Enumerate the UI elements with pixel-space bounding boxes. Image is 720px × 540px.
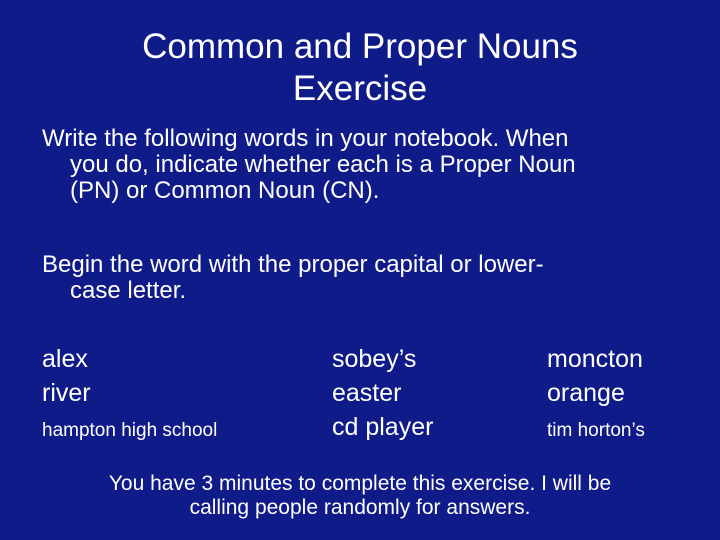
instruction-line: Write the following words in your notebook. When	[42, 125, 569, 152]
footer-note	[20, 472, 700, 520]
word-item: alex	[42, 345, 88, 373]
instruction-paragraph-2	[42, 252, 544, 304]
footer-line: calling people randomly for answers.	[189, 496, 531, 519]
instruction-paragraph-1	[42, 126, 576, 204]
title-line-1: Common and Proper Nouns	[142, 27, 578, 66]
word-list	[0, 342, 720, 442]
word-item: easter	[332, 379, 402, 407]
word-column-2	[332, 342, 433, 444]
word-column-1	[42, 342, 217, 444]
instruction-line: Begin the word with the proper capital or lower-	[42, 251, 544, 278]
instruction-line: (PN) or Common Noun (CN).	[70, 177, 380, 204]
slide-title	[20, 26, 700, 110]
title-line-2: Exercise	[292, 69, 428, 108]
instruction-line: case letter.	[70, 277, 187, 304]
word-item: sobey’s	[332, 345, 417, 373]
footer-line: You have 3 minutes to complete this exercise. I will be	[108, 472, 612, 495]
word-item: cd player	[332, 413, 434, 441]
instruction-line: you do, indicate whether each is a Proper Noun	[70, 151, 576, 178]
word-item: tim horton’s	[547, 420, 645, 441]
word-item: river	[42, 379, 91, 407]
word-item: hampton high school	[42, 420, 218, 441]
word-item: orange	[547, 379, 625, 407]
word-item: moncton	[547, 345, 643, 373]
word-column-3	[547, 342, 645, 444]
